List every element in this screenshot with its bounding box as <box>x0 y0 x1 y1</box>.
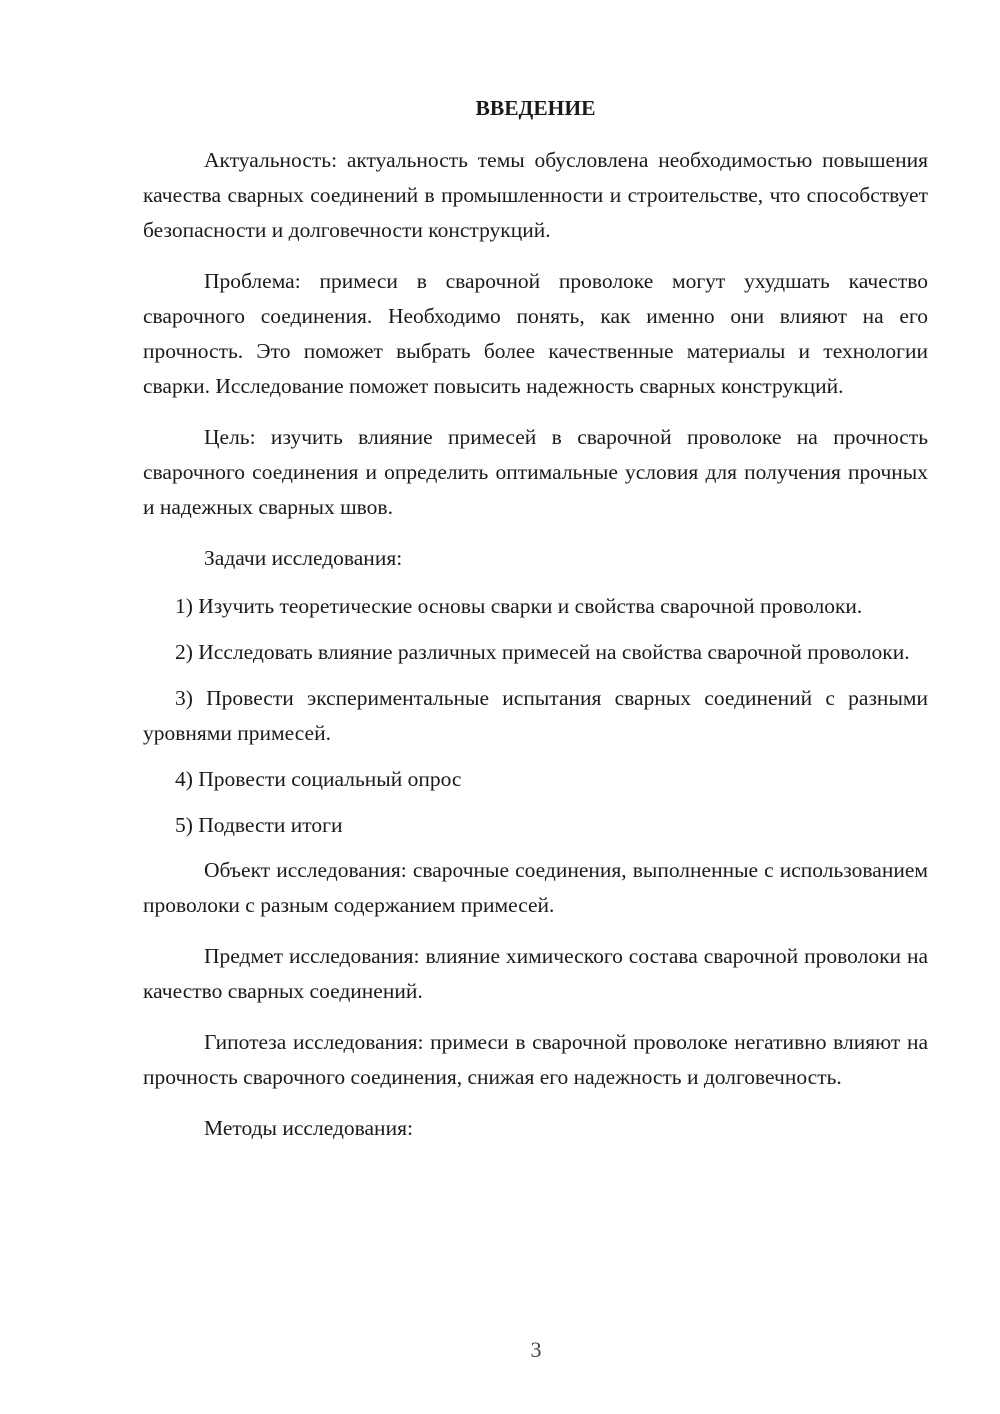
subject-paragraph: Предмет исследования: влияние химического состава сварочной проволоки на качество сварных соединений. <box>143 944 928 1003</box>
section-title: ВВЕДЕНИЕ <box>475 96 596 120</box>
page-number: 3 <box>530 1337 542 1362</box>
task-item: 5) Подвести итоги <box>175 813 343 837</box>
goal-paragraph: Цель: изучить влияние примесей в сварочной проволоке на прочность сварочного соединения и определить оптимальные условия для получения прочных и надежных сварных швов. <box>143 425 928 519</box>
task-item: 2) Исследовать влияние различных примесей на свойства сварочной проволоки. <box>175 640 910 664</box>
task-item: 4) Провести социальный опрос <box>175 767 462 791</box>
object-paragraph: Объект исследования: сварочные соединения, выполненные с использованием проволоки с разным содержанием примесей. <box>143 858 928 917</box>
task-item: 3) Провести экспериментальные испытания сварных соединений с разными уровнями примесей. <box>143 686 928 745</box>
tasks-heading: Задачи исследования: <box>204 546 403 570</box>
methods-heading: Методы исследования: <box>204 1116 413 1140</box>
task-item: 1) Изучить теоретические основы сварки и свойства сварочной проволоки. <box>175 594 863 618</box>
page-content <box>143 91 928 1162</box>
relevance-paragraph: Актуальность: актуальность темы обусловлена необходимостью повышения качества сварных соединений в промышленности и строительстве, что способствует безопасности и долговечности конструкций. <box>143 148 928 242</box>
hypothesis-paragraph: Гипотеза исследования: примеси в сварочной проволоке негативно влияют на прочность сварочного соединения, снижая его надежность и долговечность. <box>143 1030 928 1089</box>
problem-paragraph: Проблема: примеси в сварочной проволоке могут ухудшать качество сварочного соединения. Необходимо понять, как именно они влияют на его прочность. Это поможет выбрать более качественные материалы и технологии сварки. Исследование поможет повысить надежность сварных конструкций. <box>143 269 928 398</box>
